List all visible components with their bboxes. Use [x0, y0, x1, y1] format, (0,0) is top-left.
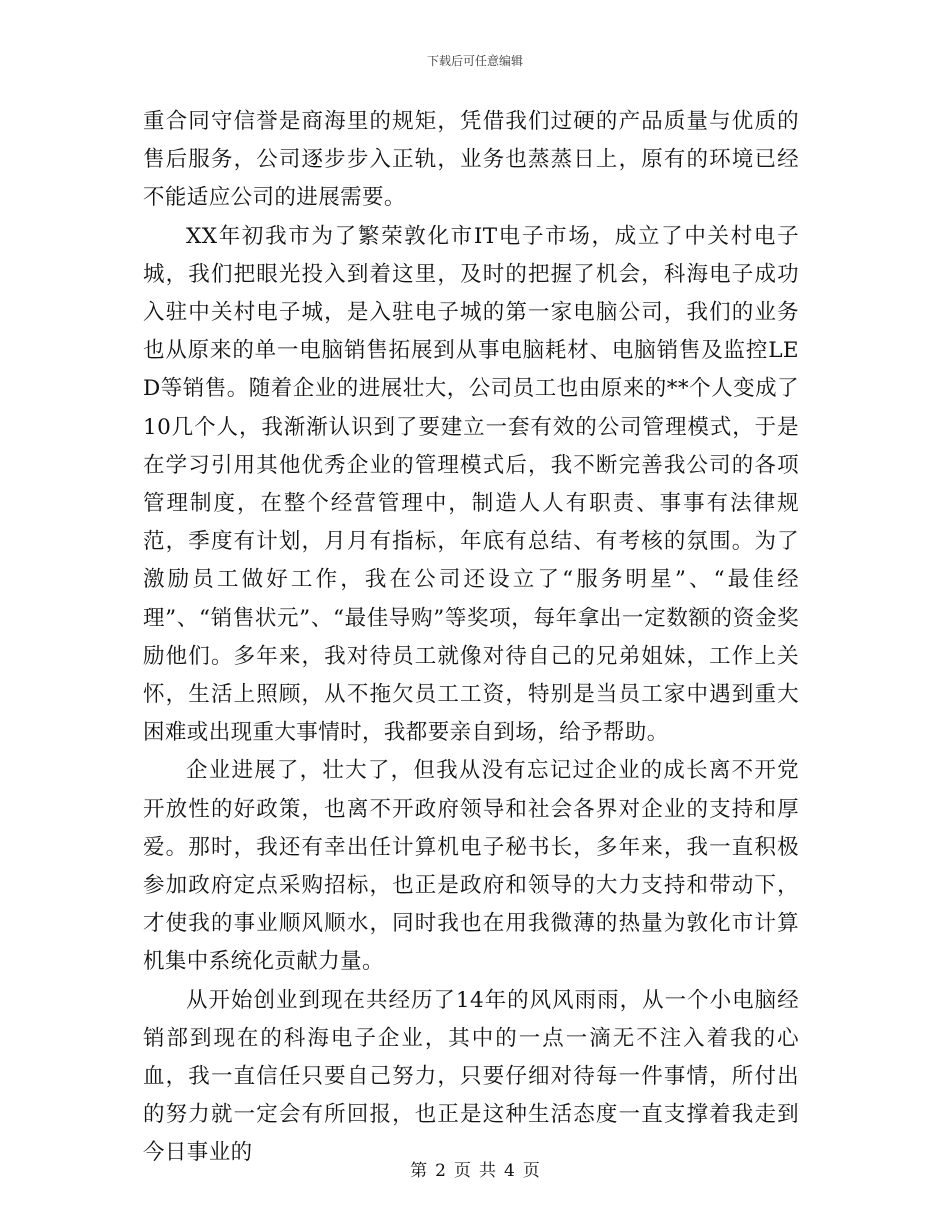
- paragraph-policy-support: 企业进展了，壮大了，但我从没有忘记过企业的成长离不开党开放性的好政策，也离不开政府领导和社会各界对企业的支持和厚爱。那时，我还有幸出任计算机电子秘书长，多年来，我一直积极参加政府定点采购招标，也正是政府和领导的大力支持和带动下，才使我的事业顺风顺水，同时我也在用我微薄的热量为敦化市计算机集中系统化贡献力量。: [143, 758, 799, 975]
- page-current-number: 2: [435, 1161, 446, 1181]
- page-label-total: 共: [479, 1161, 496, 1181]
- document-body: [143, 103, 799, 1173]
- page-label-prefix: 第: [410, 1161, 428, 1181]
- page-header: 下载后可任意编辑: [426, 54, 523, 68]
- page-footer: [0, 1156, 950, 1181]
- paragraph-electronics-city: XX年初我市为了繁荣敦化市IT电子市场，成立了中关村电子城，我们把眼光投入到着这里，及时的把握了机会，科海电子成功入驻中关村电子城，是入驻电子城的第一家电脑公司，我们的业务也从原来的单一电脑销售拓展到从事电脑耗材、电脑销售及监控LED等销售。随着企业的进展壮大，公司员工也由原来的**个人变成了10几个人，我渐渐认识到了要建立一套有效的公司管理模式，于是在学习引用其他优秀企业的管理模式后，我不断完善我公司的各项管理制度，在整个经营管理中，制造人人有职责、事事有法律规范，季度有计划，月月有指标，年底有总结、有考核的氛围。为了激励员工做好工作，我在公司还设立了“服务明星”、“最佳经理”、“销售状元”、“最佳导购”等奖项，每年拿出一定数额的资金奖励他们。多年来，我对待员工就像对待自己的兄弟姐妹，工作上关怀，生活上照顾，从不拖欠员工工资，特别是当员工家中遇到重大困难或出现重大事情时，我都要亲自到场，给予帮助。: [143, 223, 799, 746]
- paragraph-fourteen-years: 从开始创业到现在共经历了14年的风风雨雨，从一个小电脑经销部到现在的科海电子企业，其中的一点一滴无不注入着我的心血，我一直信任只要自己努力，只要仔细对待每一件事情，所付出的努力就一定会有所回报，也正是这种生活态度一直支撑着我走到今日事业的: [143, 987, 799, 1166]
- paragraph-continuation: 重合同守信誉是商海里的规矩，凭借我们过硬的产品质量与优质的售后服务，公司逐步步入正轨，业务也蒸蒸日上，原有的环境已经不能适应公司的进展需要。: [143, 109, 799, 211]
- page-label-suffix: 页: [522, 1161, 540, 1181]
- page-total-number: 4: [504, 1161, 515, 1181]
- page-label-page: 页: [454, 1161, 471, 1181]
